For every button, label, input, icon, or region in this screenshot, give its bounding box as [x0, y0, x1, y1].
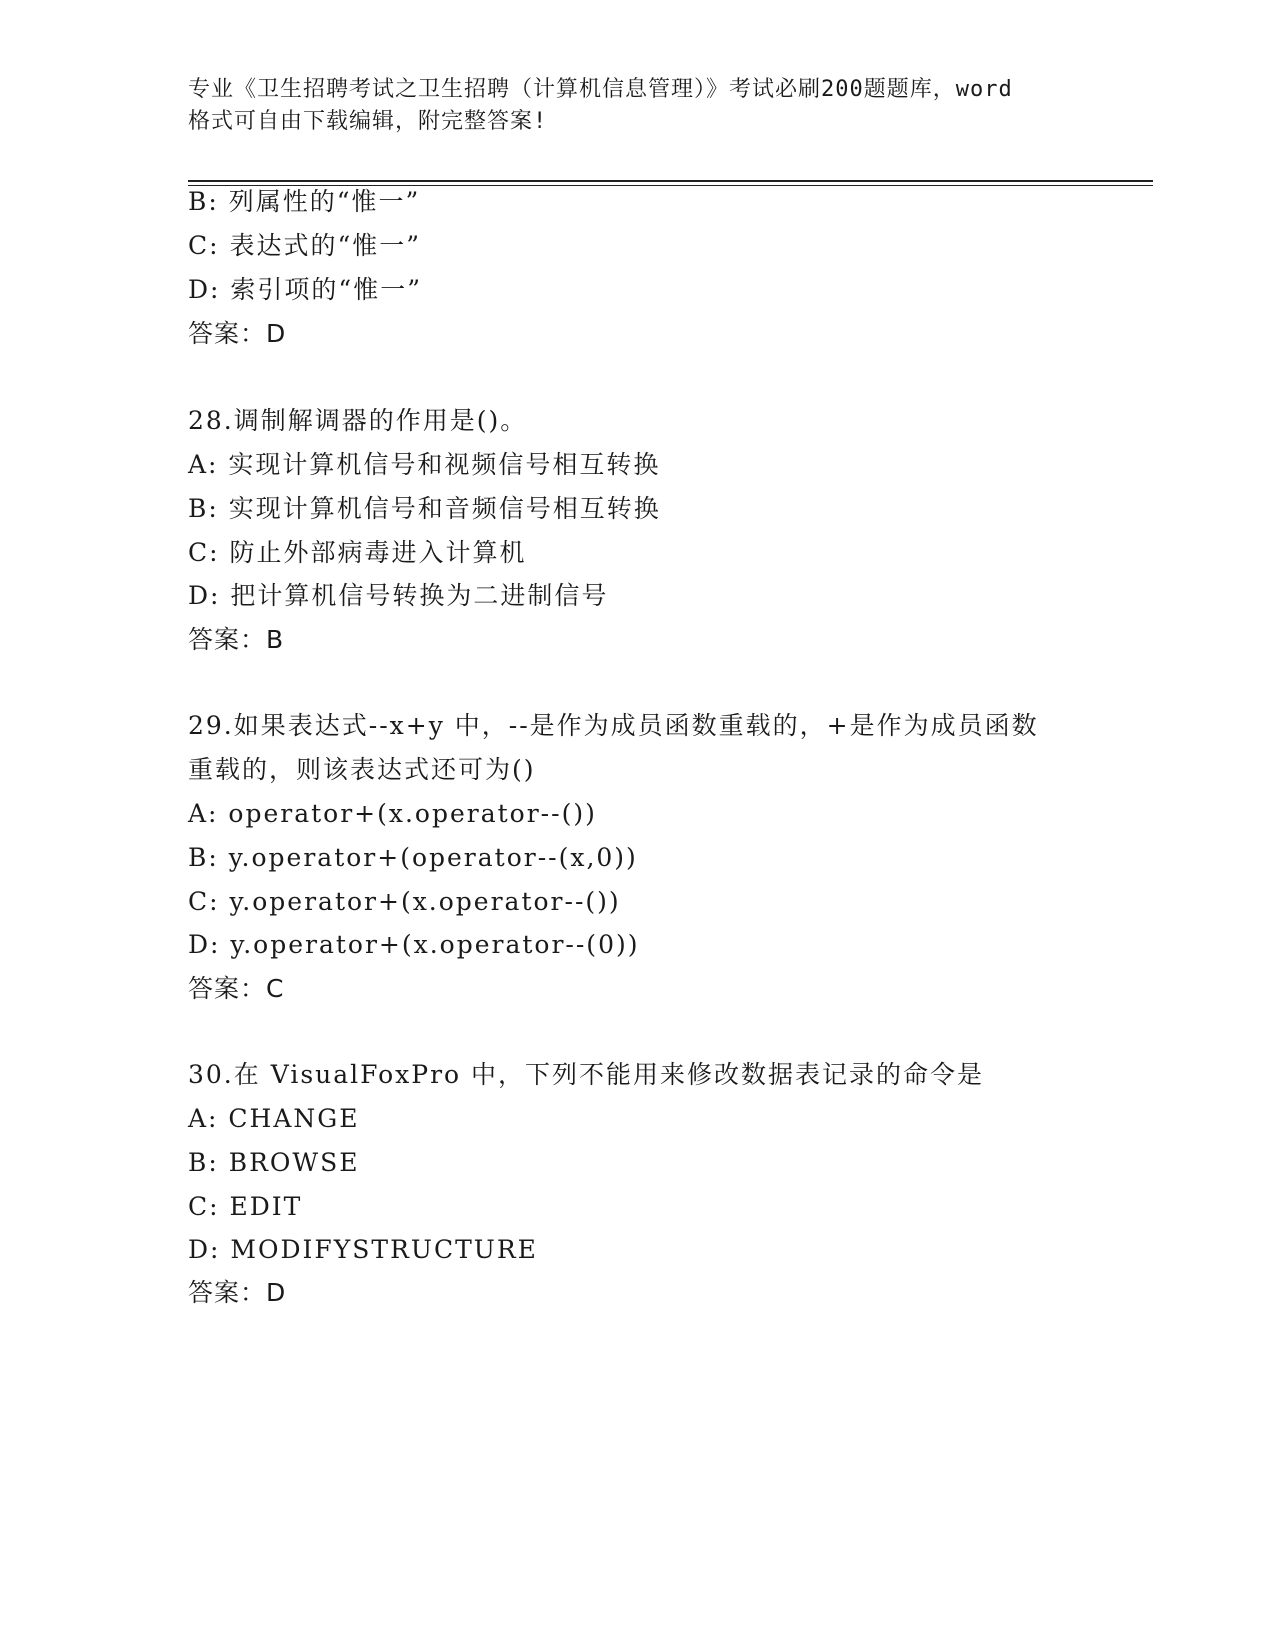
q28-answer: 答案：B [188, 625, 285, 654]
q29-question-line-2: 重载的，则该表达式还可为() [188, 755, 536, 784]
q29-option-a: A: operator+(x.operator--()) [188, 799, 597, 828]
q30-option-b: B: BROWSE [188, 1148, 360, 1177]
q28-option-a: A: 实现计算机信号和视频信号相互转换 [188, 450, 661, 479]
prev-option-d: D: 索引项的“惟一” [188, 275, 422, 304]
q28-option-c: C: 防止外部病毒进入计算机 [188, 538, 527, 567]
prev-option-c: C: 表达式的“惟一” [188, 231, 422, 260]
document-header [188, 74, 1088, 138]
q28-option-d: D: 把计算机信号转换为二进制信号 [188, 581, 609, 610]
q30-option-c: C: EDIT [188, 1192, 303, 1221]
q29-option-c: C: y.operator+(x.operator--()) [188, 887, 621, 916]
q28-option-b: B: 实现计算机信号和音频信号相互转换 [188, 494, 661, 523]
q29-option-b: B: y.operator+(operator--(x,0)) [188, 843, 638, 872]
header-divider-thick [188, 180, 1153, 182]
q28-question: 28.调制解调器的作用是()。 [188, 406, 528, 435]
header-title-line-1: 专业《卫生招聘考试之卫生招聘（计算机信息管理）》考试必刷200题题库，word [188, 77, 1013, 102]
header-title-line-2: 格式可自由下载编辑，附完整答案! [188, 109, 548, 134]
q30-option-d: D: MODIFYSTRUCTURE [188, 1235, 538, 1264]
q29-answer: 答案：C [188, 974, 285, 1003]
prev-option-b: B: 列属性的“惟一” [188, 187, 421, 216]
q30-question: 30.在 VisualFoxPro 中，下列不能用来修改数据表记录的命令是 [188, 1060, 985, 1089]
q30-answer: 答案：D [188, 1278, 287, 1307]
q30-option-a: A: CHANGE [188, 1104, 360, 1133]
q29-question-line-1: 29.如果表达式--x+y 中，--是作为成员函数重载的，+是作为成员函数 [188, 711, 1039, 740]
q29-option-d: D: y.operator+(x.operator--(0)) [188, 930, 640, 959]
prev-answer: 答案：D [188, 319, 287, 348]
